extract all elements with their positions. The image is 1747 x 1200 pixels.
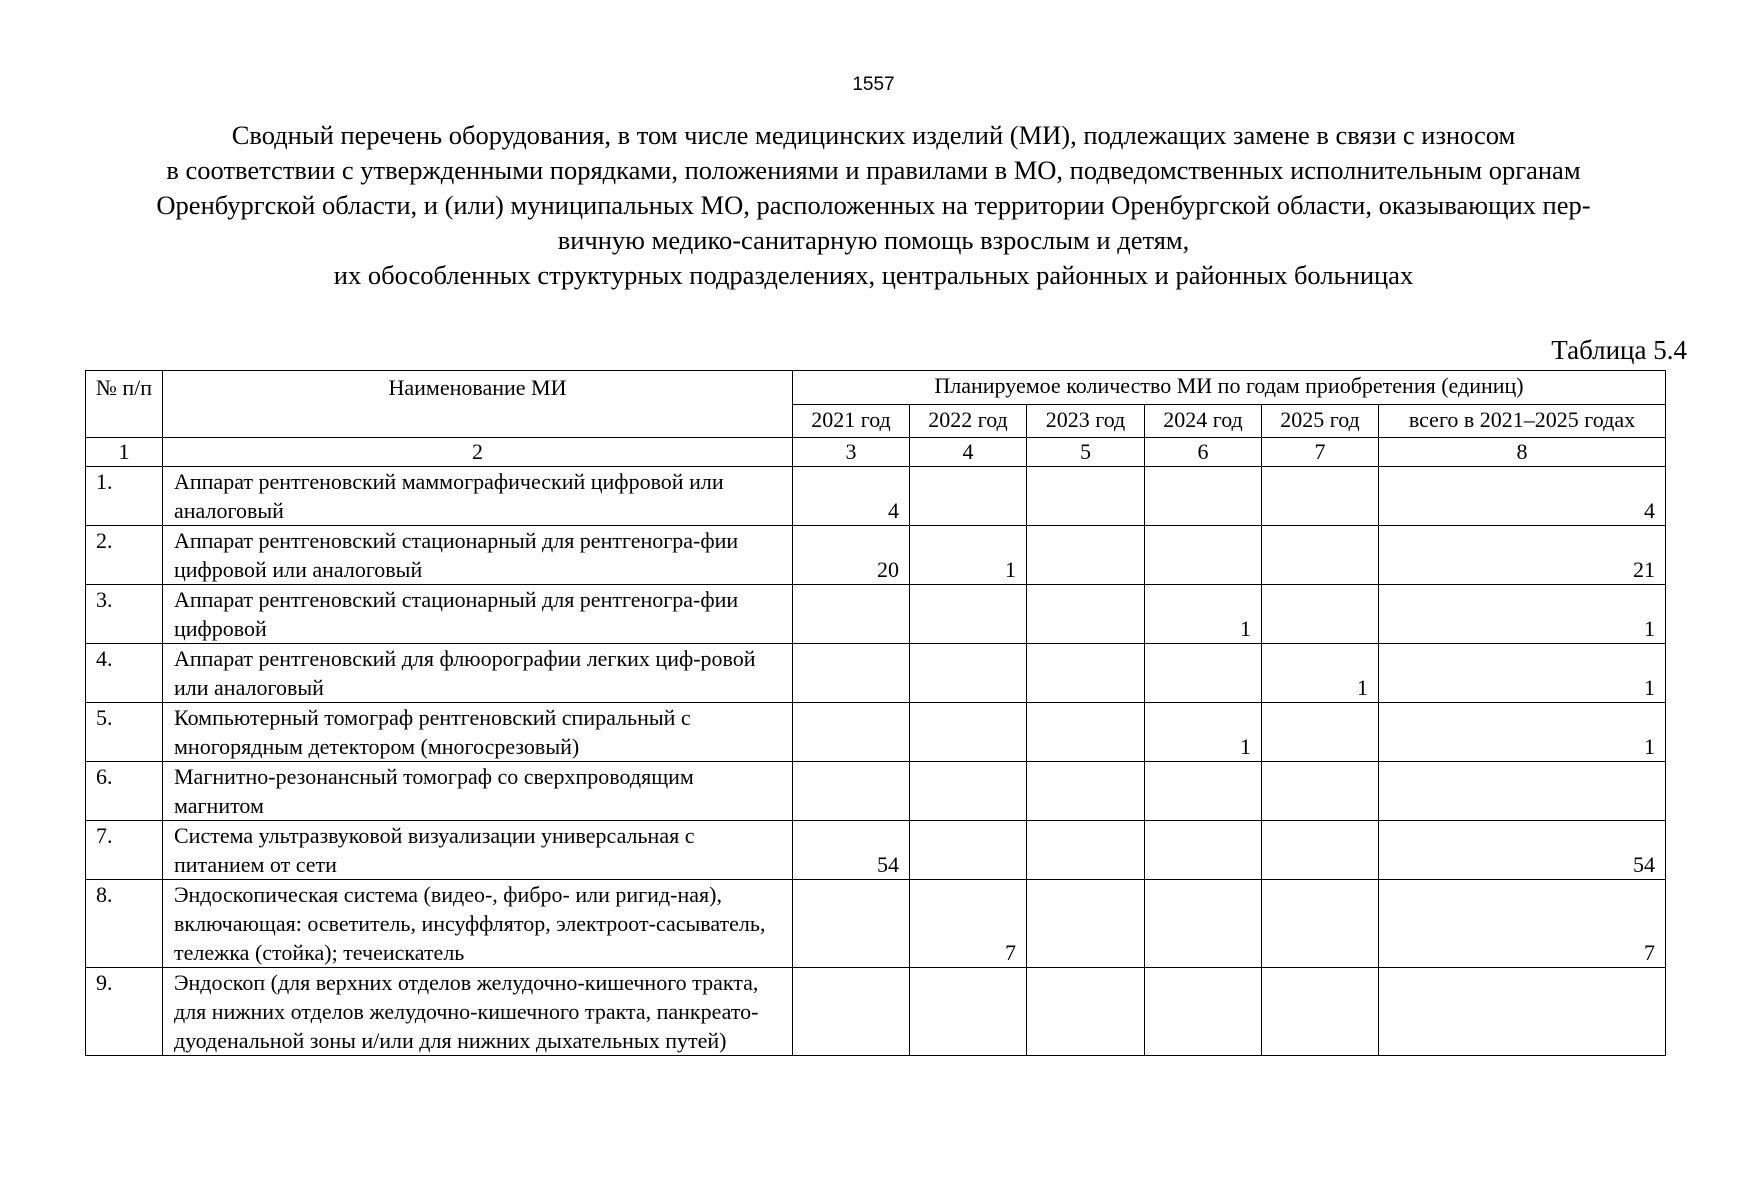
title-line: их обособленных структурных подразделениях, центральных районных и районных больницах bbox=[333, 260, 1414, 290]
qty-2022 bbox=[910, 703, 1027, 762]
column-number: 7 bbox=[1262, 438, 1379, 467]
row-number: 3. bbox=[86, 585, 163, 644]
table-row bbox=[86, 968, 1666, 1056]
document-title bbox=[80, 118, 1667, 293]
qty-2025 bbox=[1262, 526, 1379, 585]
title-line: в соответствии с утвержденными порядками, положениями и правилами в МО, подведомственных исполнительным органам bbox=[166, 155, 1581, 185]
equipment-name: Эндоскопическая система (видео-, фибро- или ригид-ная), включающая: осветитель, инсуффлятор, электроот-сасыватель, тележка (стойка); течеискатель bbox=[163, 880, 793, 968]
qty-2021: 4 bbox=[793, 467, 910, 526]
qty-2022 bbox=[910, 821, 1027, 880]
qty-2025: 1 bbox=[1262, 644, 1379, 703]
table-row bbox=[86, 821, 1666, 880]
qty-2024 bbox=[1145, 644, 1262, 703]
qty-2022: 1 bbox=[910, 526, 1027, 585]
equipment-name: Аппарат рентгеновский стационарный для рентгеногра-фии цифровой bbox=[163, 585, 793, 644]
qty-2024 bbox=[1145, 526, 1262, 585]
title-line: вичную медико-санитарную помощь взрослым и детям, bbox=[557, 225, 1190, 255]
table-label: Таблица 5.4 bbox=[1551, 335, 1687, 365]
qty-total bbox=[1379, 762, 1666, 821]
column-number: 3 bbox=[793, 438, 910, 467]
column-number: 8 bbox=[1379, 438, 1666, 467]
qty-2023 bbox=[1027, 762, 1145, 821]
qty-2022 bbox=[910, 762, 1027, 821]
equipment-name: Аппарат рентгеновский маммографический цифровой или аналоговый bbox=[163, 467, 793, 526]
qty-2021 bbox=[793, 703, 910, 762]
qty-2023 bbox=[1027, 585, 1145, 644]
header-name: Наименование МИ bbox=[163, 371, 793, 438]
equipment-name: Аппарат рентгеновский для флюорографии легких циф-ровой или аналоговый bbox=[163, 644, 793, 703]
qty-2022: 7 bbox=[910, 880, 1027, 968]
qty-2023 bbox=[1027, 880, 1145, 968]
column-number: 4 bbox=[910, 438, 1027, 467]
qty-2024 bbox=[1145, 968, 1262, 1056]
equipment-name: Магнитно-резонансный томограф со сверхпроводящим магнитом bbox=[163, 762, 793, 821]
qty-2022 bbox=[910, 644, 1027, 703]
qty-2024 bbox=[1145, 880, 1262, 968]
table-row bbox=[86, 703, 1666, 762]
table-row bbox=[86, 880, 1666, 968]
equipment-name: Компьютерный томограф рентгеновский спиральный с многорядным детектором (многосрезовый) bbox=[163, 703, 793, 762]
qty-total: 1 bbox=[1379, 703, 1666, 762]
qty-total: 21 bbox=[1379, 526, 1666, 585]
header-year-2024: 2024 год bbox=[1145, 404, 1262, 438]
qty-2021 bbox=[793, 968, 910, 1056]
qty-total: 4 bbox=[1379, 467, 1666, 526]
table-row bbox=[86, 585, 1666, 644]
qty-2025 bbox=[1262, 762, 1379, 821]
qty-2025 bbox=[1262, 880, 1379, 968]
column-number: 2 bbox=[163, 438, 793, 467]
equipment-table bbox=[85, 370, 1666, 1056]
qty-total: 54 bbox=[1379, 821, 1666, 880]
row-number: 2. bbox=[86, 526, 163, 585]
qty-2025 bbox=[1262, 703, 1379, 762]
qty-total: 1 bbox=[1379, 644, 1666, 703]
qty-2021: 54 bbox=[793, 821, 910, 880]
qty-2021 bbox=[793, 880, 910, 968]
row-number: 6. bbox=[86, 762, 163, 821]
column-number: 5 bbox=[1027, 438, 1145, 467]
table-row bbox=[86, 467, 1666, 526]
header-year-2021: 2021 год bbox=[793, 404, 910, 438]
header-year-2025: 2025 год bbox=[1262, 404, 1379, 438]
qty-total: 1 bbox=[1379, 585, 1666, 644]
header-year-2023: 2023 год bbox=[1027, 404, 1145, 438]
equipment-name: Аппарат рентгеновский стационарный для рентгеногра-фии цифровой или аналоговый bbox=[163, 526, 793, 585]
page-number: 1557 bbox=[852, 74, 895, 95]
table-row bbox=[86, 762, 1666, 821]
qty-2024: 1 bbox=[1145, 585, 1262, 644]
row-number: 7. bbox=[86, 821, 163, 880]
qty-2025 bbox=[1262, 968, 1379, 1056]
column-number-row bbox=[86, 438, 1666, 467]
equipment-name: Эндоскоп (для верхних отделов желудочно-кишечного тракта, для нижних отделов желудочно-кишечного тракта, панкреато-дуоденальной зоны и/или для нижних дыхательных путей) bbox=[163, 968, 793, 1056]
column-number: 6 bbox=[1145, 438, 1262, 467]
row-number: 1. bbox=[86, 467, 163, 526]
qty-2025 bbox=[1262, 585, 1379, 644]
header-year-2022: 2022 год bbox=[910, 404, 1027, 438]
qty-2023 bbox=[1027, 467, 1145, 526]
qty-2021: 20 bbox=[793, 526, 910, 585]
row-number: 4. bbox=[86, 644, 163, 703]
qty-2025 bbox=[1262, 821, 1379, 880]
header-total: всего в 2021–2025 годах bbox=[1379, 404, 1666, 438]
qty-2023 bbox=[1027, 821, 1145, 880]
header-number: № п/п bbox=[86, 371, 163, 438]
qty-2021 bbox=[793, 762, 910, 821]
qty-2023 bbox=[1027, 526, 1145, 585]
qty-2025 bbox=[1262, 467, 1379, 526]
qty-2023 bbox=[1027, 703, 1145, 762]
equipment-name: Система ультразвуковой визуализации универсальная с питанием от сети bbox=[163, 821, 793, 880]
qty-2024 bbox=[1145, 821, 1262, 880]
qty-2024 bbox=[1145, 467, 1262, 526]
qty-2022 bbox=[910, 467, 1027, 526]
qty-total: 7 bbox=[1379, 880, 1666, 968]
qty-2024 bbox=[1145, 762, 1262, 821]
row-number: 5. bbox=[86, 703, 163, 762]
qty-total bbox=[1379, 968, 1666, 1056]
row-number: 8. bbox=[86, 880, 163, 968]
qty-2022 bbox=[910, 585, 1027, 644]
qty-2023 bbox=[1027, 644, 1145, 703]
row-number: 9. bbox=[86, 968, 163, 1056]
table-row bbox=[86, 526, 1666, 585]
column-number: 1 bbox=[86, 438, 163, 467]
title-line: Оренбургской области, и (или) муниципальных МО, расположенных на территории Оренбургской области, оказывающих пер- bbox=[156, 190, 1591, 220]
qty-2024: 1 bbox=[1145, 703, 1262, 762]
table-row bbox=[86, 644, 1666, 703]
qty-2023 bbox=[1027, 968, 1145, 1056]
title-line: Сводный перечень оборудования, в том числе медицинских изделий (МИ), подлежащих замене в связи с износом bbox=[231, 120, 1516, 150]
header-planned-quantity: Планируемое количество МИ по годам приобретения (единиц) bbox=[793, 371, 1666, 405]
qty-2021 bbox=[793, 644, 910, 703]
qty-2021 bbox=[793, 585, 910, 644]
qty-2022 bbox=[910, 968, 1027, 1056]
